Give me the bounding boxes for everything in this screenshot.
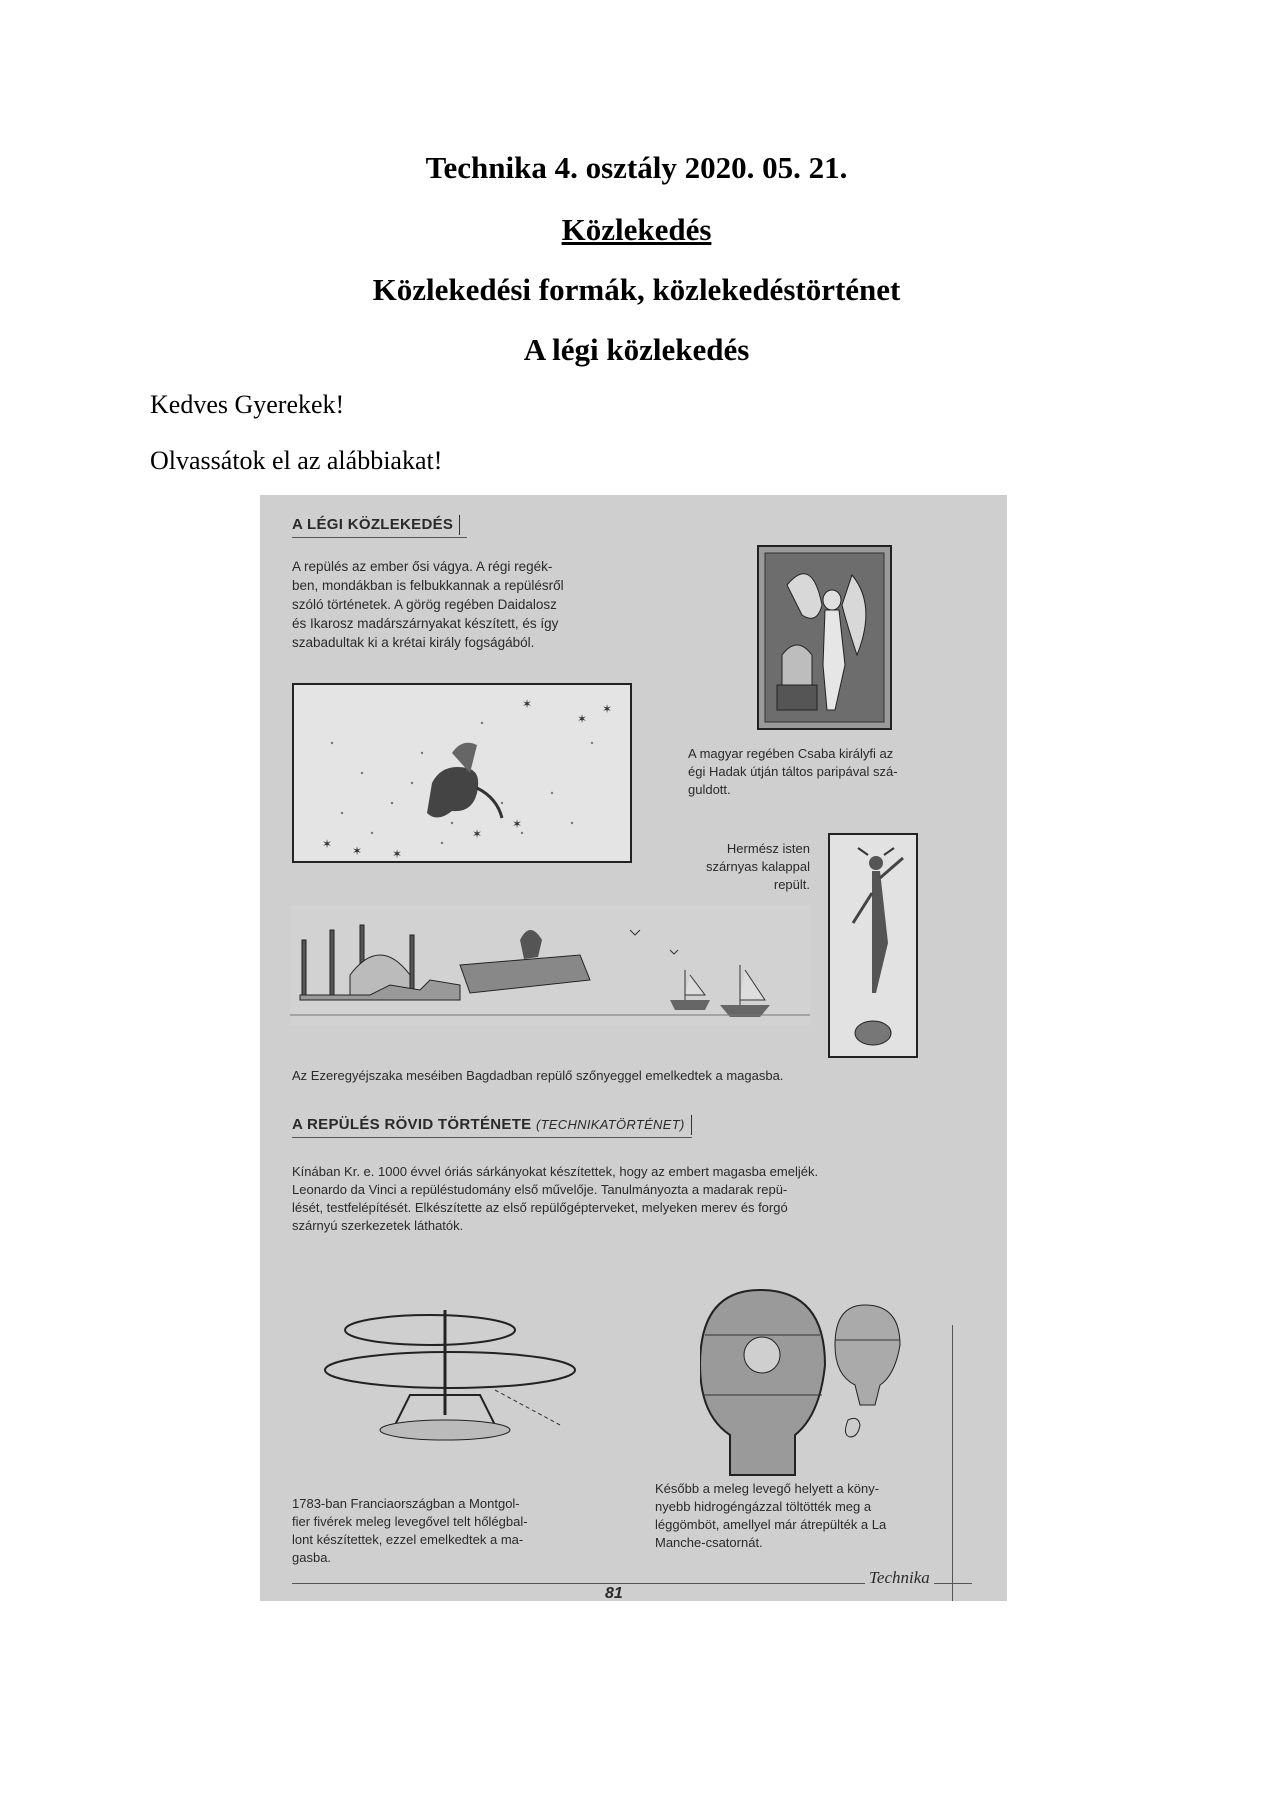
caption-line: égi Hadak útján táltos paripával szá- [688,764,898,779]
intro-paragraph [292,557,682,652]
csaba-caption [688,745,988,799]
greeting: Kedves Gyerekek! [150,390,345,419]
svg-text:✶: ✶ [602,702,613,716]
caption-line: A magyar regében Csaba királyfi az [688,746,894,761]
intro-line: és Ikarosz madárszárnyakat készített, és így [292,616,559,631]
page-title: Technika 4. osztály 2020. 05. 21. [425,150,848,185]
montgolfier-caption [292,1495,592,1567]
svg-text:✶: ✶ [322,837,333,851]
intro-line: szóló történetek. A görög regében Daidalosz [292,597,557,612]
instruction: Olvassátok el az alábbiakat! [150,446,443,475]
hermes-statue-illustration [828,833,918,1058]
history-paragraph [292,1163,992,1235]
svg-text:✶: ✶ [352,844,363,858]
caption-line: Hermész isten [726,841,810,856]
leonardo-aerial-screw-illustration [320,1295,580,1455]
section-heading-flight-history [292,1115,692,1135]
history-line: szárnyú szerkezetek láthatók. [292,1218,464,1233]
intro-line: szabadultak ki a krétai király fogságából. [292,635,535,650]
hydrogen-balloon-caption [655,1480,950,1552]
page-number: 81 [605,1585,623,1601]
intro-line: A repülés az ember ősi vágya. A régi regék- [292,559,553,574]
caption-line: guldott. [688,782,731,797]
history-line: lését, testfelépítését. Elkészítette az első repülőgépterveket, melyeken merev és forgó [292,1200,788,1215]
caption-line: gasba. [292,1550,332,1565]
caption-line: nyebb hidrogéngázzal töltötték meg a [655,1499,872,1514]
lesson-heading: A légi közlekedés [523,332,750,367]
baghdad-flying-carpet-illustration [290,905,810,1025]
publisher-brand: Technika [865,1568,934,1588]
svg-text:✶: ✶ [392,847,403,861]
csaba-night-sky-illustration [292,683,632,863]
textbook-page-photo [260,495,1007,1601]
section-heading-air-transport [292,515,460,535]
section-tag: (TECHNIKATÖRTÉNET) [535,1116,685,1132]
caption-line: fier fivérek meleg levegővel telt hőlégbal- [292,1514,528,1529]
carpet-caption: Az Ezeregyéjszaka meséiben Bagdadban repülő szőnyeggel emelkedtek a magasba. [292,1068,784,1083]
caption-line: Manche-csatornát. [655,1535,763,1550]
caption-line: Később a meleg levegő helyett a köny- [655,1481,880,1496]
history-line: Kínában Kr. e. 1000 évvel óriás sárkányokat készítettek, hogy az embert magasba emeljék. [292,1164,819,1179]
caption-line: 1783-ban Franciaországban a Montgol- [292,1496,520,1511]
hot-air-balloons-illustration [700,1285,930,1495]
section-heading-text: A LÉGI KÖZLEKEDÉS [292,515,454,533]
history-line: Leonardo da Vinci a repüléstudomány első művelője. Tanulmányozta a madarak repü- [292,1182,788,1197]
caption-line: lont készítettek, ezzel emelkedtek a ma- [292,1532,524,1547]
topic-heading: Közlekedés [561,212,712,247]
svg-text:✶: ✶ [472,827,483,841]
caption-line: repült. [773,877,810,892]
svg-text:✶: ✶ [512,817,523,831]
svg-text:✶: ✶ [522,697,533,711]
daidalos-ikaros-relief-illustration [757,545,892,730]
section-heading-text: A REPÜLÉS RÖVID TÖRTÉNETE [292,1115,532,1133]
hermes-caption [660,840,810,894]
subtopic-heading: Közlekedési formák, közlekedéstörténet [372,272,901,307]
caption-line: szárnyas kalappal [705,859,810,874]
caption-line: léggömböt, amellyel már átrepülték a La [655,1517,887,1532]
intro-line: ben, mondákban is felbukkannak a repülésről [292,578,564,593]
svg-text:✶: ✶ [577,712,588,726]
